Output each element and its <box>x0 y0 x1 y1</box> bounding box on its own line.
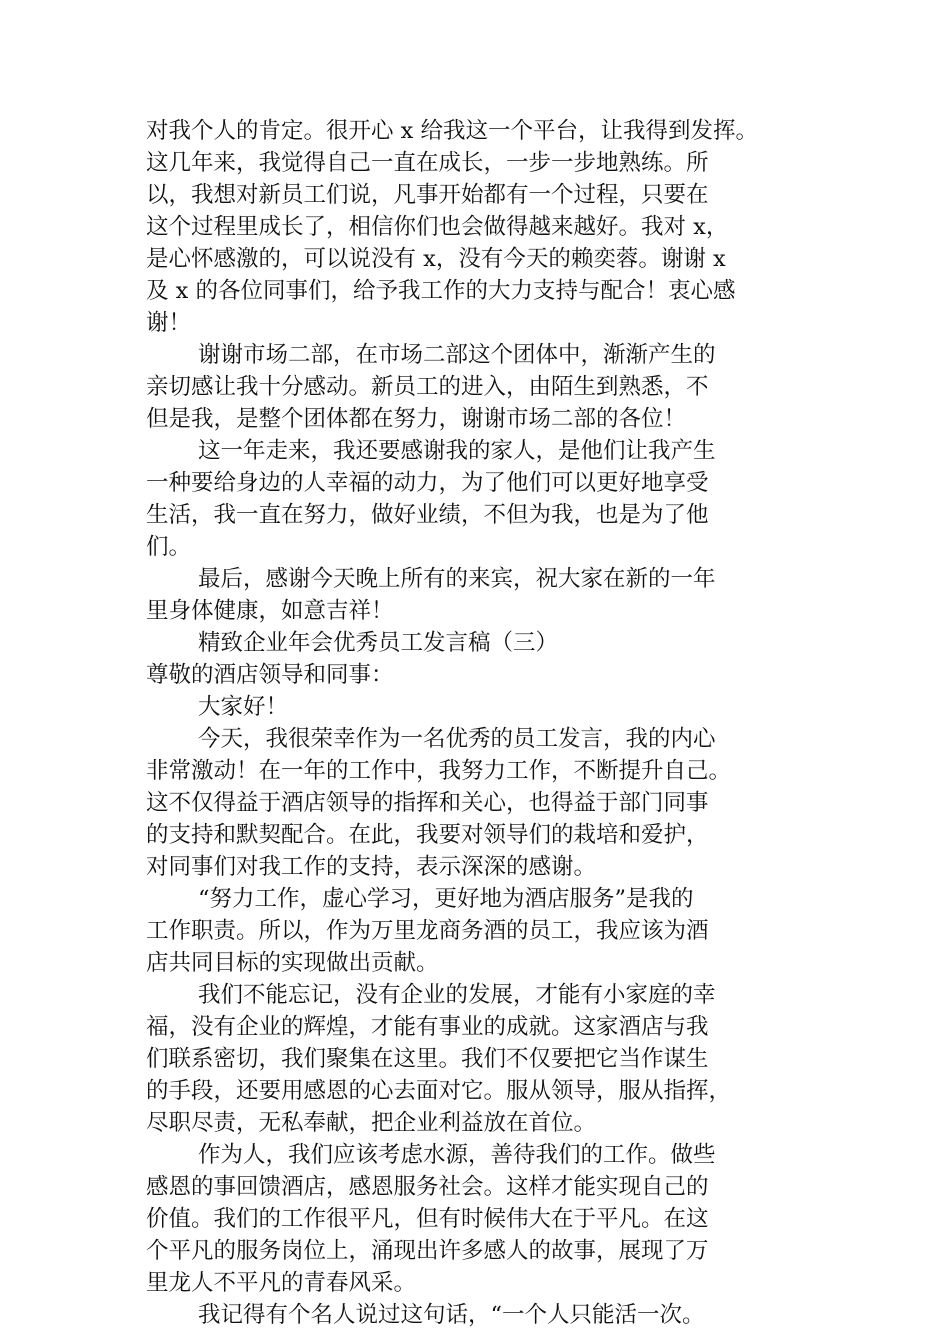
text-line: 这不仅得益于酒店领导的指挥和关心，也得益于部门同事 <box>146 790 709 816</box>
text-line: 谢谢市场二部，在市场二部这个团体中，渐渐产生的 <box>198 342 716 368</box>
text-line: 精致企业年会优秀员工发言稿（三） <box>198 630 559 656</box>
text-line: 是心怀感激的，可以说没有 x，没有今天的赖奕蓉。谢谢 x <box>146 246 726 272</box>
text-line: 以，我想对新员工们说，凡事开始都有一个过程，只要在 <box>146 182 709 208</box>
text-line: 生活，我一直在努力，做好业绩，不但为我，也是为了他 <box>146 502 709 528</box>
text-line: 里身体健康，如意吉祥！ <box>146 598 394 624</box>
text-line: 非常激动！在一年的工作中，我努力工作，不断提升自己。 <box>146 758 732 784</box>
text-line: 尊敬的酒店领导和同事： <box>146 662 394 688</box>
text-line: 们。 <box>146 534 192 560</box>
text-line: 福，没有企业的辉煌，才能有事业的成就。这家酒店与我 <box>146 1014 709 1040</box>
text-line: 的支持和默契配合。在此，我要对领导们的栽培和爱护， <box>146 822 709 848</box>
text-line: 一种要给身边的人幸福的动力，为了他们可以更好地享受 <box>146 470 709 496</box>
text-line: 尽职尽责，无私奉献，把企业利益放在首位。 <box>146 1110 597 1136</box>
text-line: 对同事们对我工作的支持，表示深深的感谢。 <box>146 854 597 880</box>
text-line: “努力工作，虚心学习，更好地为酒店服务”是我的 <box>198 886 694 912</box>
text-line: 里龙人不平凡的青春风采。 <box>146 1270 417 1296</box>
text-line: 亲切感让我十分感动。新员工的进入，由陌生到熟悉，不 <box>146 374 709 400</box>
text-line: 大家好！ <box>198 694 289 720</box>
text-line: 价值。我们的工作很平凡，但有时候伟大在于平凡。在这 <box>146 1206 709 1232</box>
text-line: 感恩的事回馈酒店，感恩服务社会。这样才能实现自己的 <box>146 1174 709 1200</box>
text-line: 们联系密切，我们聚集在这里。我们不仅要把它当作谋生 <box>146 1046 709 1072</box>
text-line: 的手段，还要用感恩的心去面对它。服从领导，服从指挥， <box>146 1078 732 1104</box>
text-line: 我们不能忘记，没有企业的发展，才能有小家庭的幸 <box>198 982 716 1008</box>
text-line: 作为人，我们应该考虑水源，善待我们的工作。做些 <box>198 1142 716 1168</box>
text-line: 这一年走来，我还要感谢我的家人，是他们让我产生 <box>198 438 716 464</box>
text-line: 店共同目标的实现做出贡献。 <box>146 950 439 976</box>
document-body <box>146 115 826 1331</box>
text-line: 对我个人的肯定。很开心 x 给我这一个平台，让我得到发挥。 <box>146 118 758 144</box>
text-line: 这个过程里成长了，相信你们也会做得越来越好。我对 x， <box>146 214 729 240</box>
text-line: 我记得有个名人说过这句话，“一个人只能活一次。 <box>198 1302 705 1328</box>
text-line: 工作职责。所以，作为万里龙商务酒的员工，我应该为酒 <box>146 918 709 944</box>
text-line: 及 x 的各位同事们，给予我工作的大力支持与配合！衷心感 <box>146 278 736 304</box>
text-line: 个平凡的服务岗位上，涌现出许多感人的故事，展现了万 <box>146 1238 709 1264</box>
text-line: 今天，我很荣幸作为一名优秀的员工发言，我的内心 <box>198 726 716 752</box>
text-line: 最后，感谢今天晚上所有的来宾，祝大家在新的一年 <box>198 566 716 592</box>
text-line: 这几年来，我觉得自己一直在成长，一步一步地熟练。所 <box>146 150 709 176</box>
text-line: 谢！ <box>146 310 192 336</box>
text-line: 但是我，是整个团体都在努力，谢谢市场二部的各位！ <box>146 406 687 432</box>
